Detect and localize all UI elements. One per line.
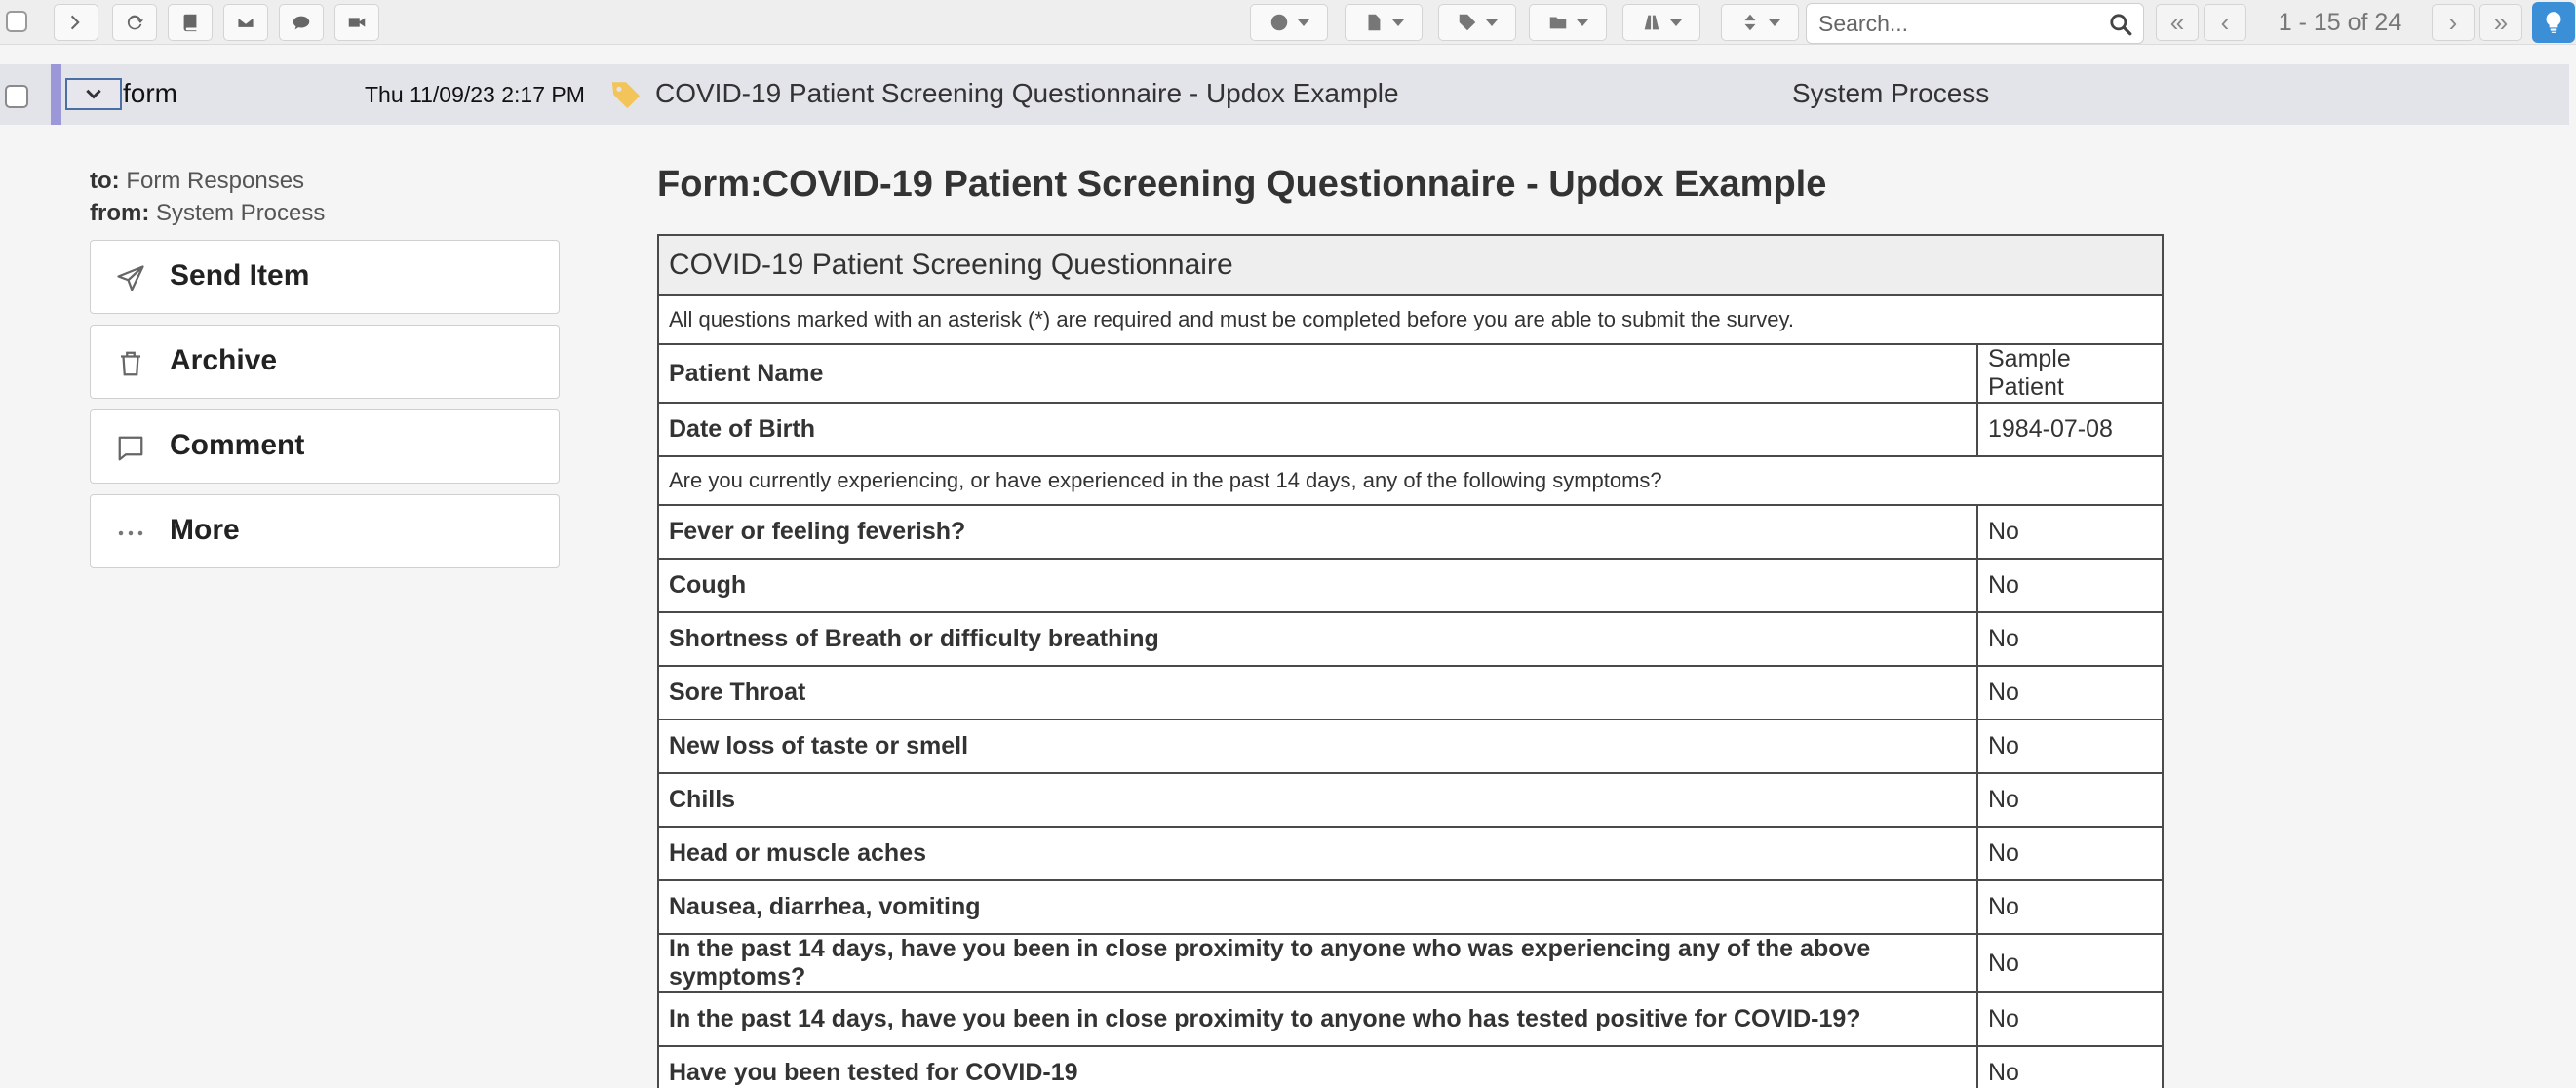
- search-box: [1806, 3, 2144, 44]
- question-text: In the past 14 days, have you been in close proximity to anyone who has tested positive for COVID-19?: [658, 992, 1977, 1046]
- table-header-row: [658, 235, 2163, 295]
- question-text: Head or muscle aches: [658, 827, 1977, 880]
- tips-button[interactable]: [2532, 2, 2575, 43]
- required-note: All questions marked with an asterisk (*) are required and must be completed before you are able to submit the survey.: [658, 295, 2163, 344]
- question-text: Nausea, diarrhea, vomiting: [658, 880, 1977, 934]
- table-row: [658, 1046, 2163, 1088]
- prev-page-button[interactable]: ‹: [2204, 4, 2246, 41]
- answer-value: No: [1977, 612, 2163, 666]
- chat-icon: [291, 12, 312, 33]
- from-label: from:: [90, 200, 150, 226]
- search-input[interactable]: [1818, 10, 2101, 37]
- answer-value: No: [1977, 773, 2163, 827]
- send-item-button[interactable]: [90, 240, 560, 314]
- to-label: to:: [90, 168, 120, 194]
- tag-icon: [608, 78, 644, 111]
- tag-icon: [1457, 12, 1478, 33]
- more-label: More: [170, 514, 240, 546]
- archive-button[interactable]: [90, 325, 560, 399]
- message-date: Thu 11/09/23 2:17 PM: [365, 82, 585, 107]
- table-row: [658, 773, 2163, 827]
- file-icon: [1363, 12, 1385, 33]
- forward-button[interactable]: [54, 4, 98, 41]
- ellipsis-icon: [116, 519, 145, 548]
- answer-value: No: [1977, 934, 2163, 992]
- message-row[interactable]: [0, 64, 2569, 125]
- question-text: New loss of taste or smell: [658, 719, 1977, 773]
- table-row: [658, 505, 2163, 559]
- from-line: [90, 200, 325, 227]
- answer-value: No: [1977, 827, 2163, 880]
- message-type: form: [123, 78, 177, 108]
- book-icon: [179, 12, 201, 33]
- question-text: Cough: [658, 559, 1977, 612]
- lightbulb-icon: [2541, 8, 2566, 37]
- to-line: [90, 168, 304, 195]
- table-row: [658, 559, 2163, 612]
- answer-value: No: [1977, 559, 2163, 612]
- questionnaire-table: [657, 234, 2164, 1088]
- dob-value: 1984-07-08: [1977, 403, 2163, 456]
- select-all-checkbox[interactable]: [6, 11, 27, 32]
- dob-label: Date of Birth: [658, 403, 1977, 456]
- chat-button[interactable]: [279, 4, 324, 41]
- question-text: Have you been tested for COVID-19: [658, 1046, 1977, 1088]
- email-button[interactable]: [223, 4, 268, 41]
- search-icon[interactable]: [2108, 12, 2133, 37]
- refresh-icon: [124, 12, 145, 33]
- refresh-button[interactable]: [112, 4, 157, 41]
- table-row: [658, 666, 2163, 719]
- chevron-down-icon: [81, 85, 106, 104]
- question-text: Chills: [658, 773, 1977, 827]
- next-page-button[interactable]: ›: [2432, 4, 2475, 41]
- video-icon: [346, 12, 368, 33]
- road-dropdown[interactable]: [1622, 4, 1700, 41]
- more-button[interactable]: [90, 494, 560, 568]
- road-icon: [1641, 12, 1662, 33]
- table-row: [658, 934, 2163, 992]
- answer-value: No: [1977, 992, 2163, 1046]
- comment-icon: [116, 434, 145, 463]
- message-checkbox[interactable]: [5, 85, 28, 108]
- table-row: [658, 403, 2163, 456]
- question-text: In the past 14 days, have you been in close proximity to anyone who was experiencing any of the above symptoms?: [658, 934, 1977, 992]
- comment-label: Comment: [170, 429, 305, 461]
- symptoms-prompt-row: [658, 456, 2163, 505]
- table-row: [658, 344, 2163, 403]
- pagination-count: 1 - 15 of 24: [2278, 9, 2402, 36]
- file-dropdown[interactable]: [1345, 4, 1423, 41]
- table-row: [658, 719, 2163, 773]
- questionnaire-header: COVID-19 Patient Screening Questionnaire: [658, 235, 2163, 295]
- table-row: [658, 880, 2163, 934]
- folder-dropdown[interactable]: [1529, 4, 1607, 41]
- video-button[interactable]: [334, 4, 379, 41]
- collapse-button[interactable]: [65, 78, 122, 110]
- first-page-button[interactable]: «: [2156, 4, 2199, 41]
- toolbar: [0, 0, 2576, 45]
- last-page-button[interactable]: »: [2479, 4, 2522, 41]
- message-sender: System Process: [1792, 78, 1990, 108]
- table-row: [658, 612, 2163, 666]
- table-row: [658, 992, 2163, 1046]
- question-text: Fever or feeling feverish?: [658, 505, 1977, 559]
- comment-button[interactable]: [90, 409, 560, 484]
- required-note-row: [658, 295, 2163, 344]
- tag-dropdown[interactable]: [1438, 4, 1516, 41]
- sort-icon: [1739, 12, 1761, 33]
- patient-name-label: Patient Name: [658, 344, 1977, 403]
- question-text: Shortness of Breath or difficulty breathing: [658, 612, 1977, 666]
- form-title: Form:COVID-19 Patient Screening Questionnaire - Updox Example: [657, 164, 1827, 205]
- answer-value: No: [1977, 1046, 2163, 1088]
- message-subject: COVID-19 Patient Screening Questionnaire - Updox Example: [655, 78, 1399, 108]
- answer-value: No: [1977, 719, 2163, 773]
- answer-value: No: [1977, 666, 2163, 719]
- trash-icon: [116, 349, 145, 378]
- unread-indicator: [51, 64, 61, 125]
- sort-dropdown[interactable]: [1721, 4, 1799, 41]
- book-button[interactable]: [168, 4, 213, 41]
- envelope-icon: [235, 12, 256, 33]
- answer-value: No: [1977, 505, 2163, 559]
- question-text: Sore Throat: [658, 666, 1977, 719]
- globe-dropdown[interactable]: [1250, 4, 1328, 41]
- symptoms-prompt: Are you currently experiencing, or have experienced in the past 14 days, any of the following symptoms?: [658, 456, 2163, 505]
- archive-label: Archive: [170, 344, 278, 376]
- answer-value: No: [1977, 880, 2163, 934]
- patient-name-value: Sample Patient: [1977, 344, 2163, 403]
- send-item-label: Send Item: [170, 259, 310, 291]
- from-value: System Process: [156, 200, 326, 226]
- folder-icon: [1547, 12, 1569, 33]
- to-value: Form Responses: [126, 168, 305, 194]
- forward-icon: [65, 12, 87, 33]
- globe-icon: [1268, 12, 1290, 33]
- send-icon: [116, 264, 145, 293]
- table-row: [658, 827, 2163, 880]
